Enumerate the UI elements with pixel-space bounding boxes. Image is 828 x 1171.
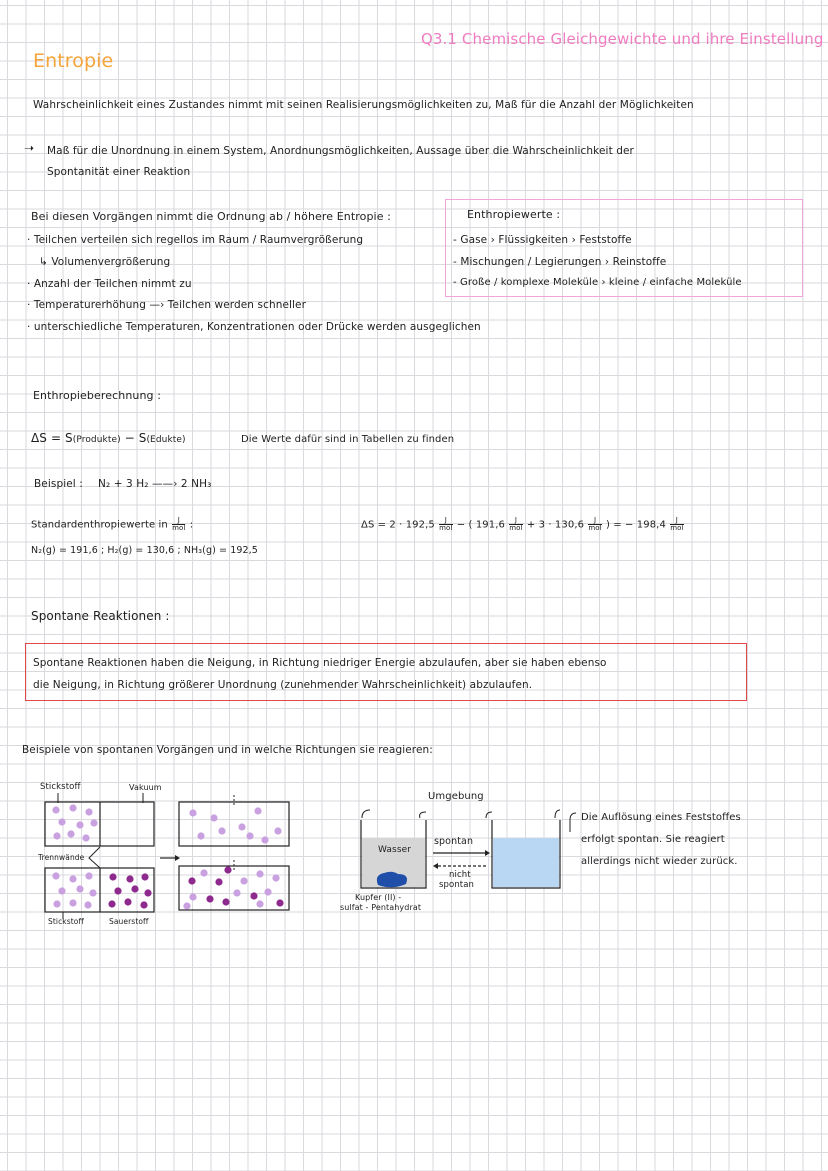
gas-container-bottom-right	[179, 866, 289, 910]
examples-heading: Beispiele von spontanen Vorgängen und in welche Richtungen sie reagieren:	[22, 744, 433, 756]
note-line-1: Die Auflösung eines Feststoffes	[581, 812, 741, 823]
oxygen-particles-1	[108, 873, 151, 908]
unit-fraction-1: $\frac{J}{\text{mol}}$	[439, 516, 453, 532]
formula-minus: − S	[120, 431, 147, 445]
process-item-4: · unterschiedliche Temperaturen, Konzentrationen oder Drücke werden ausgeglichen	[27, 321, 481, 333]
arrow-line-1: Maß für die Unordnung in einem System, Anordnungsmöglichkeiten, Aussage über die Wahrscheinlichkeit der	[47, 145, 634, 157]
process-item-3: · Temperaturerhöhung —› Teilchen werden schneller	[27, 299, 307, 311]
entropy-values-title: Enthropiewerte :	[467, 208, 561, 221]
label-kupfer-1: Kupfer (II) -	[355, 893, 402, 902]
note-line-3: allerdings nicht wieder zurück.	[581, 856, 738, 867]
page-title: Entropie	[33, 50, 114, 72]
mixed-particles	[183, 866, 283, 909]
page-topic: Q3.1 Chemische Gleichgewichte und ihre Einstellung	[421, 30, 824, 48]
label-spontan: spontan	[434, 836, 474, 847]
formula-note: Die Werte dafür sind in Tabellen zu finden	[241, 434, 455, 445]
label-stickstoff-bottom: Stickstoff	[48, 917, 84, 926]
arrow-icon: ➝	[24, 141, 35, 155]
process-item-2: · Anzahl der Teilchen nimmt zu	[27, 278, 192, 290]
gas-container-top-right	[179, 802, 289, 846]
water-right	[493, 838, 559, 887]
label-kupfer-2: sulfat - Pentahydrat	[340, 903, 422, 912]
label-nicht: nicht	[449, 870, 471, 880]
spontaneous-line-2: die Neigung, in Richtung größerer Unordnung (zunehmender Wahrscheinlichkeit) abzulaufen.	[33, 679, 533, 691]
delta-a: ΔS = 2 · 192,5	[361, 519, 435, 531]
arrow-line-2: Spontanität einer Reaktion	[47, 166, 191, 178]
nitrogen-particles-3	[52, 872, 96, 908]
nitrogen-particles-2	[189, 807, 281, 843]
spontaneous-line-1: Spontane Reaktionen haben die Neigung, in Richtung niedriger Energie abzulaufen, aber sie haben ebenso	[33, 657, 607, 669]
label-trennwaende: Trennwände	[38, 853, 85, 862]
spontaneous-heading: Spontane Reaktionen :	[31, 609, 170, 623]
note-line-2: erfolgt spontan. Sie reagiert	[581, 834, 725, 845]
entropy-values-line-3: - Große / komplexe Moleküle › kleine / einfache Moleküle	[453, 277, 742, 288]
label-sauerstoff: Sauerstoff	[109, 917, 149, 926]
delta-d: ) = − 198,4	[605, 519, 666, 531]
std-values-label: Standardenthropiewerte in $\frac{J}{\text{mol}}$ :	[31, 516, 194, 532]
entropy-values-line-1: - Gase › Flüssigkeiten › Feststoffe	[453, 234, 632, 246]
formula-main: ΔS = S	[31, 431, 73, 445]
process-item-1-sub: ↳ Volumenvergrößerung	[39, 256, 171, 268]
unit-fraction-3: $\frac{J}{\text{mol}}$	[588, 516, 602, 532]
example-label: Beispiel :	[34, 478, 83, 490]
formula-products: (Produkte)	[72, 435, 121, 445]
std-values: N₂(g) = 191,6 ; H₂(g) = 130,6 ; NH₃(g) = 192,5	[31, 545, 258, 556]
label-stickstoff-top: Stickstoff	[40, 782, 81, 792]
definition-text: Wahrscheinlichkeit eines Zustandes nimmt mit seinen Realisierungsmöglichkeiten zu, Maß für die Anzahl der Möglichkeiten	[33, 99, 694, 111]
process-item-1: · Teilchen verteilen sich regellos im Raum / Raumvergrößerung	[27, 234, 364, 246]
label-wasser: Wasser	[378, 845, 412, 855]
label-vakuum: Vakuum	[129, 783, 162, 792]
entropy-values-line-2: - Mischungen / Legierungen › Reinstoffe	[453, 256, 667, 268]
label-umgebung: Umgebung	[428, 791, 484, 802]
label-spontan-2: spontan	[439, 880, 475, 890]
unit-fraction: $\frac{J}{\text{mol}}$	[172, 516, 186, 532]
unit-fraction-2: $\frac{J}{\text{mol}}$	[509, 516, 523, 532]
delta-c: + 3 · 130,6	[526, 519, 585, 531]
delta-b: − ( 191,6	[456, 519, 505, 531]
processes-heading: Bei diesen Vorgängen nimmt die Ordnung ab / höhere Entropie :	[31, 210, 391, 223]
std-label-text: Standardenthropiewerte in	[31, 519, 168, 531]
unit-fraction-4: $\frac{J}{\text{mol}}$	[670, 516, 684, 532]
formula-educts: (Edukte)	[146, 435, 186, 445]
nitrogen-particles-1	[52, 804, 97, 841]
example-reaction: N₂ + 3 H₂ ——› 2 NH₃	[98, 478, 212, 490]
calculation-heading: Enthropieberechnung :	[33, 389, 162, 402]
